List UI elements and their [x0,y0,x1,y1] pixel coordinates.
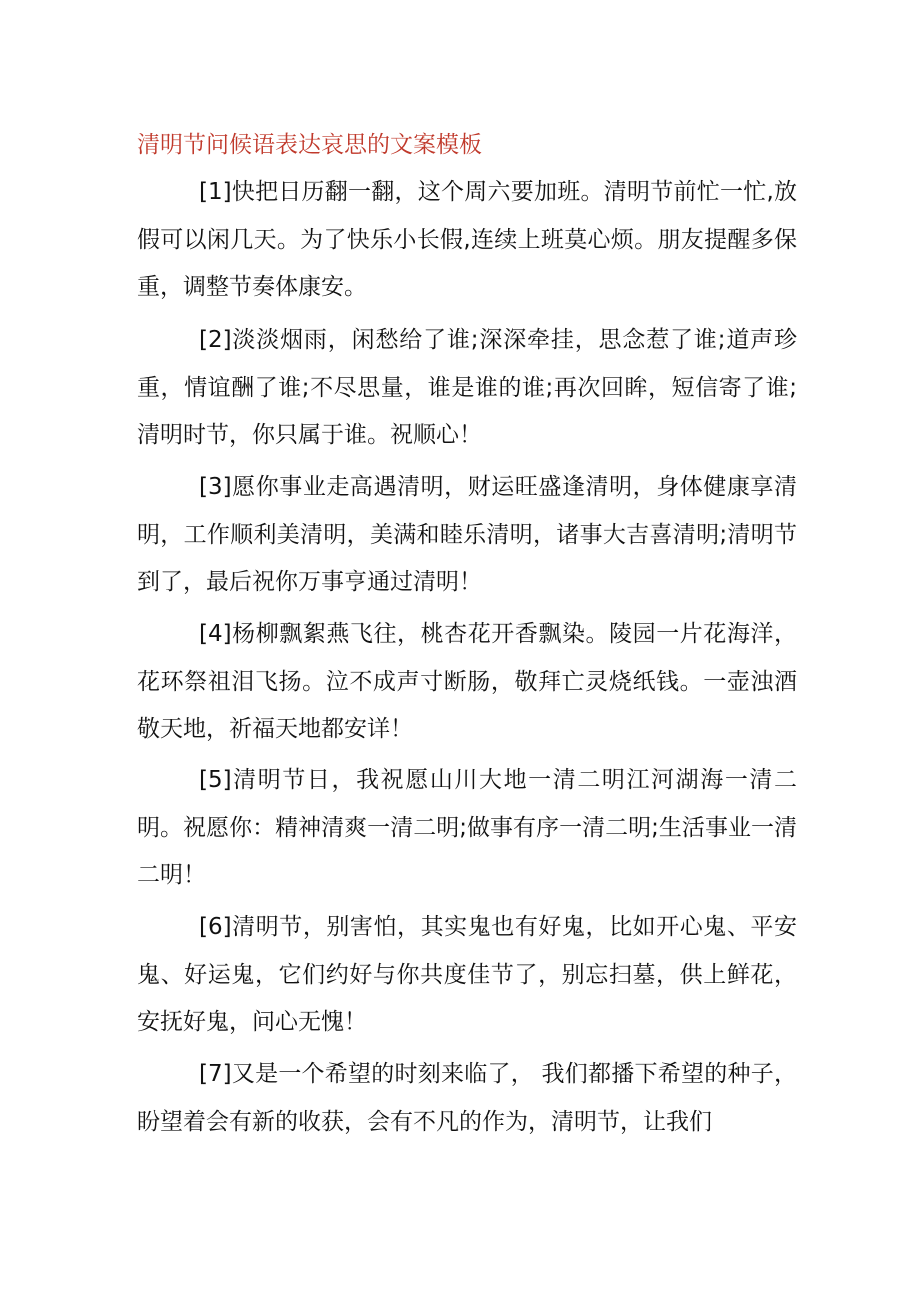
paragraph-4: [4]杨柳飘絮燕飞往，桃杏花开香飘染。陵园一片花海洋，花环祭祖泪飞扬。泣不成声寸断肠，敬拜亡灵烧纸钱。一壶浊酒敬天地，祈福天地都安详！ [137,621,797,742]
document-title: 清明节问候语表达哀思的文案模板 [137,132,482,158]
paragraph-7: [7]又是一个希望的时刻来临了， 我们都播下希望的种子，盼望着会有新的收获，会有不凡的作为，清明节，让我们 [137,1061,797,1135]
paragraph-3: [3]愿你事业走高遇清明，财运旺盛逢清明，身体健康享清明，工作顺利美清明，美满和睦乐清明，诸事大吉喜清明;清明节到了，最后祝你万事亨通过清明！ [137,474,797,595]
paragraph-1: [1]快把日历翻一翻，这个周六要加班。清明节前忙一忙,放假可以闲几天。为了快乐小长假,连续上班莫心烦。朋友提醒多保重，调整节奏体康安。 [137,179,797,300]
paragraph-2: [2]淡淡烟雨，闲愁给了谁;深深牵挂，思念惹了谁;道声珍重，情谊酬了谁;不尽思量，谁是谁的谁;再次回眸，短信寄了谁;清明时节，你只属于谁。祝顺心！ [137,327,797,448]
paragraph-6: [6]清明节，别害怕，其实鬼也有好鬼，比如开心鬼、平安鬼、好运鬼，它们约好与你共度佳节了，别忘扫墓，供上鲜花，安抚好鬼，问心无愧！ [137,914,797,1035]
paragraph-5: [5]清明节日，我祝愿山川大地一清二明江河湖海一清二明。祝愿你：精神清爽一清二明;做事有序一清二明;生活事业一清二明！ [137,767,797,888]
